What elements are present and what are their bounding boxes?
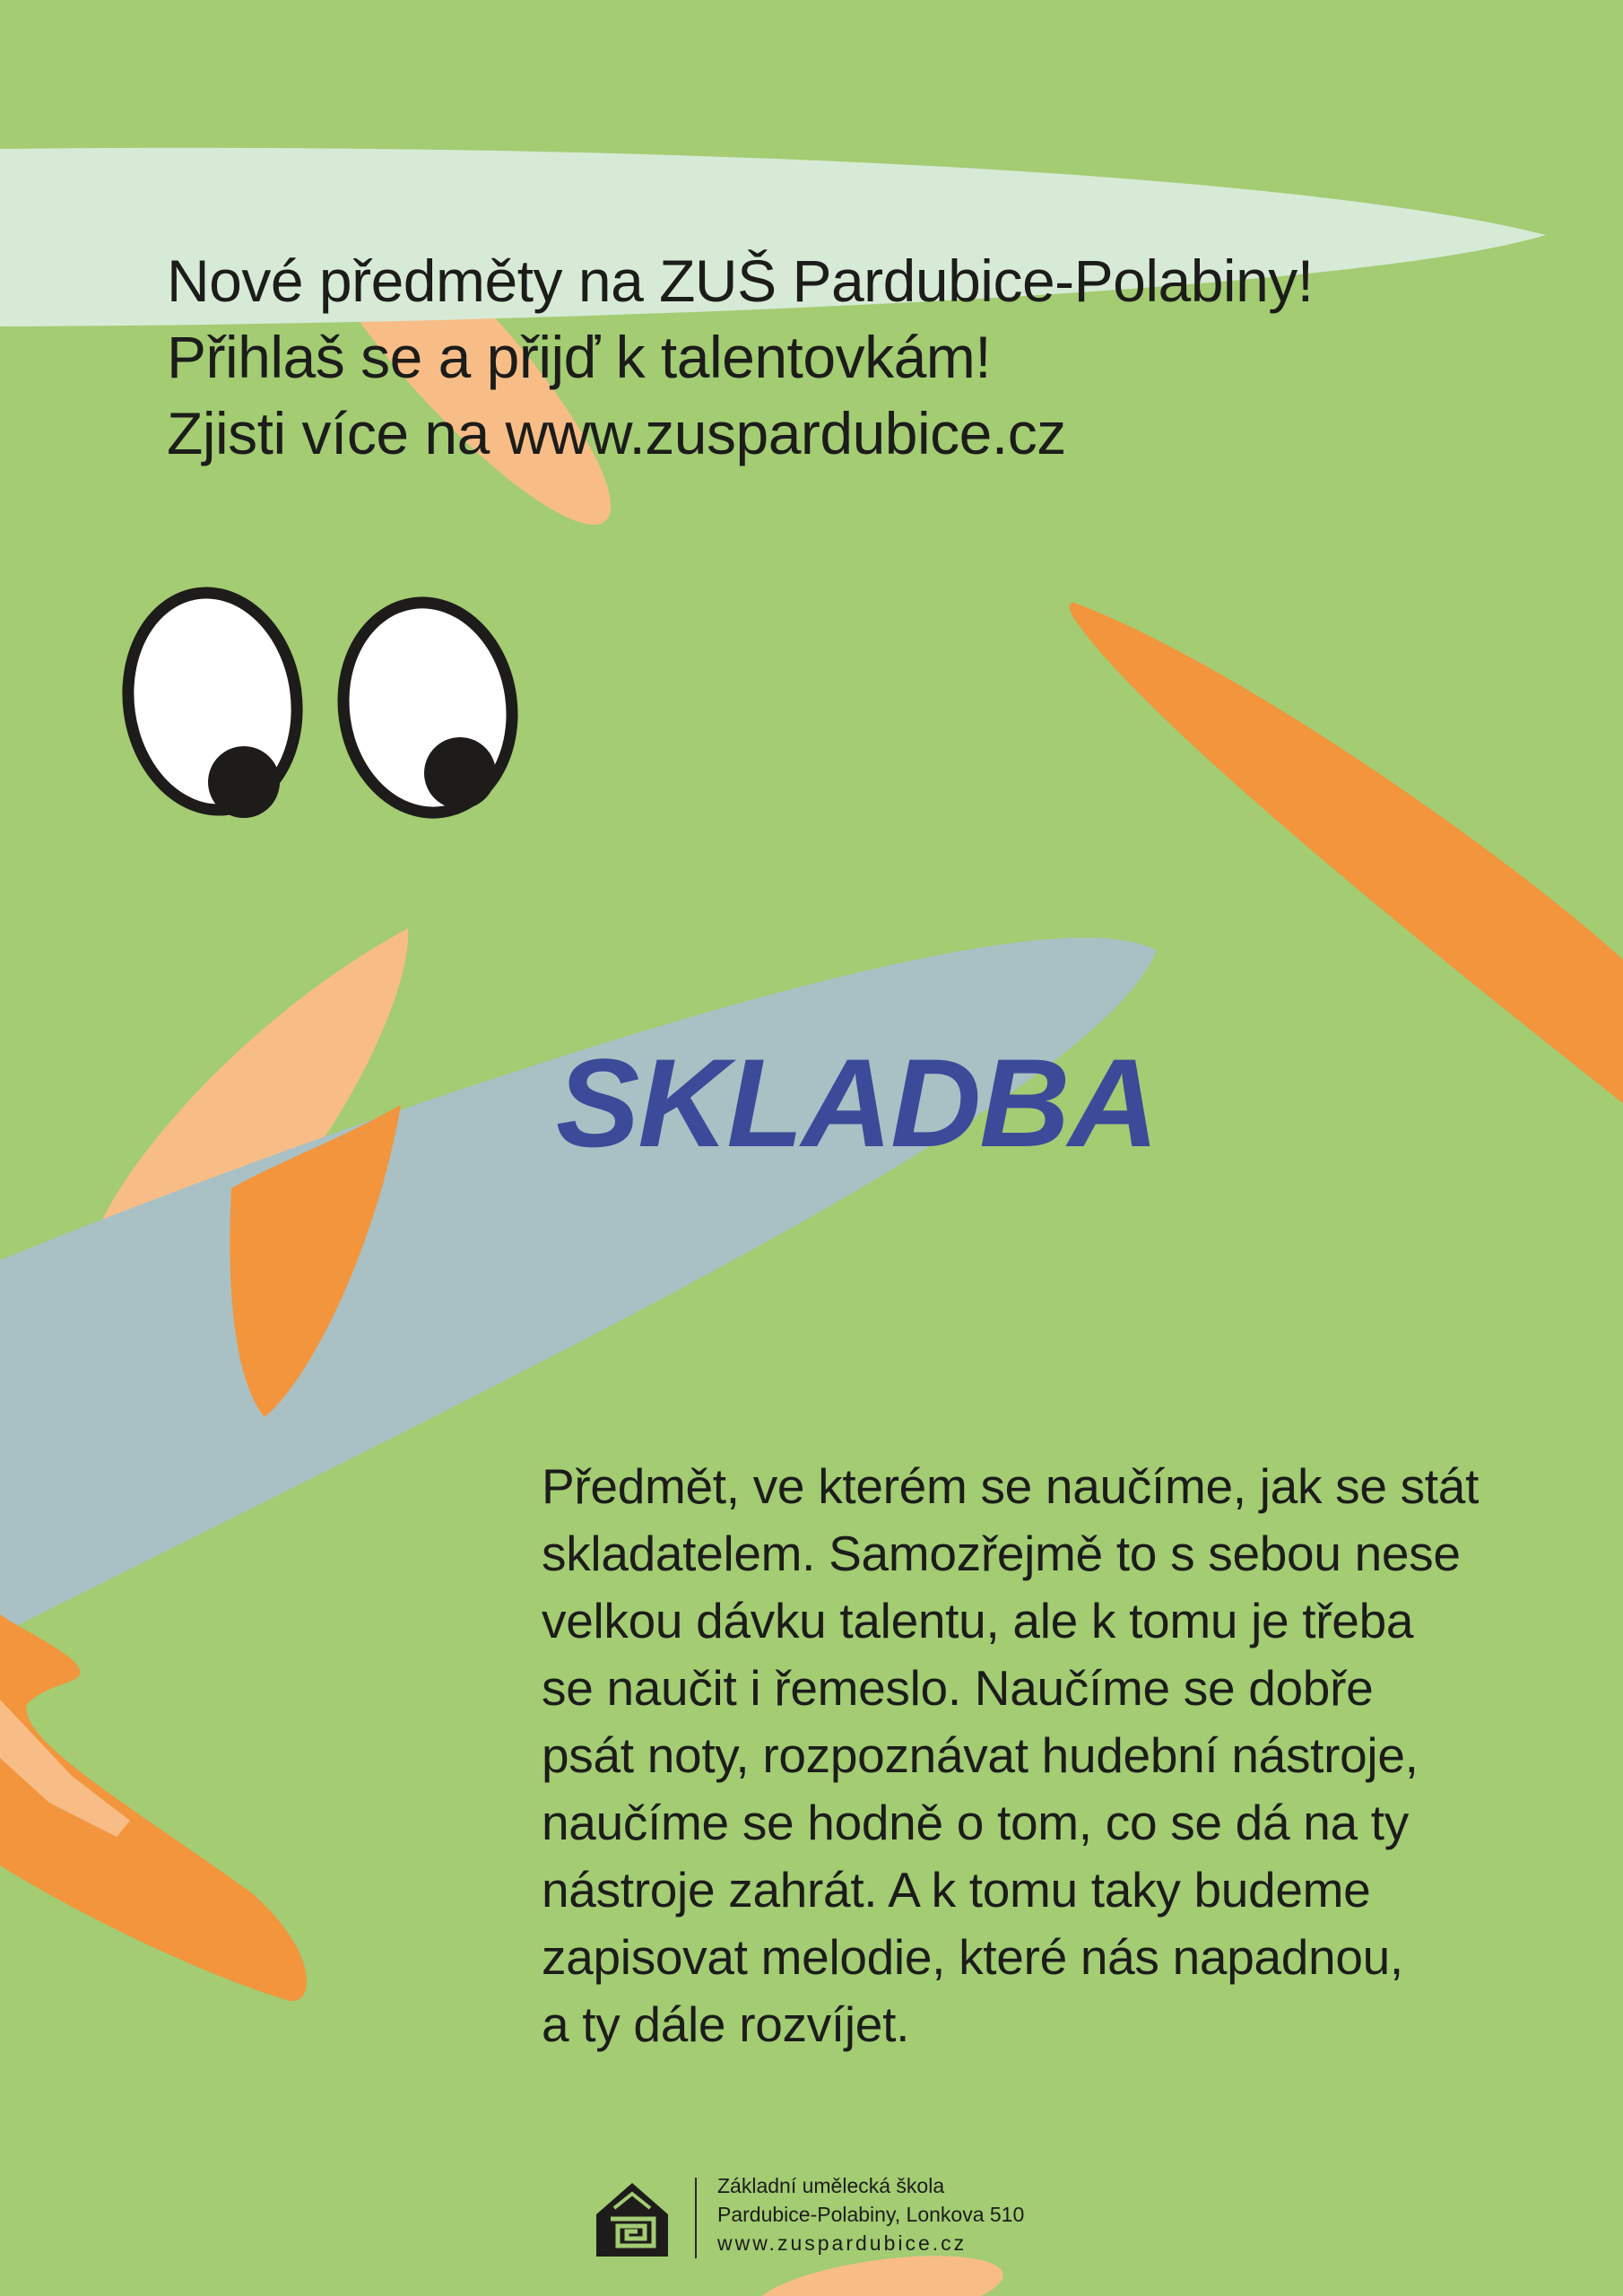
right-eye-pupil bbox=[424, 737, 496, 809]
footer-school-name: Základní umělecká škola bbox=[717, 2174, 945, 2197]
footer-address: Pardubice-Polabiny, Lonkova 510 bbox=[717, 2203, 1025, 2226]
description-line: skladatelem. Samozřejmě to s sebou nese bbox=[542, 1526, 1461, 1581]
footer-divider bbox=[695, 2178, 697, 2258]
description-line: psát noty, rozpoznávat hudební nástroje, bbox=[542, 1727, 1419, 1783]
description-line: zapisovat melodie, které nás napadnou, bbox=[542, 1929, 1403, 1985]
subject-description bbox=[542, 1453, 1564, 2058]
description-line: Předmět, ve kterém se naučíme, jak se stát bbox=[542, 1458, 1480, 1514]
page-title: SKLADBA bbox=[556, 1032, 1158, 1173]
description-line: velkou dávku talentu, ale k tomu je třeba bbox=[542, 1593, 1414, 1648]
left-eye-pupil bbox=[208, 746, 280, 818]
intro-line-new-subjects: Nové předměty na ZUŠ Pardubice-Polabiny! bbox=[167, 248, 1314, 314]
googly-eyes-illustration bbox=[108, 575, 532, 830]
intro-line-website: Zjisti více na www.zuspardubice.cz bbox=[167, 400, 1066, 466]
description-line: se naučit i řemeslo. Naučíme se dobře bbox=[542, 1660, 1374, 1716]
footer-website: www.zuspardubice.cz bbox=[717, 2231, 968, 2255]
description-line: naučíme se hodně o tom, co se dá na ty bbox=[542, 1795, 1409, 1850]
orange-swoosh-bottom-left bbox=[0, 1614, 307, 2001]
intro-line-sign-up: Přihlaš se a přijď k talentovkám! bbox=[167, 324, 992, 390]
description-line: nástroje zahrát. A k tomu taky budeme bbox=[542, 1862, 1371, 1918]
orange-swoosh-right bbox=[1070, 603, 1623, 1103]
school-logo-icon bbox=[587, 2174, 677, 2264]
description-line: a ty dále rozvíjet. bbox=[542, 1996, 910, 2052]
